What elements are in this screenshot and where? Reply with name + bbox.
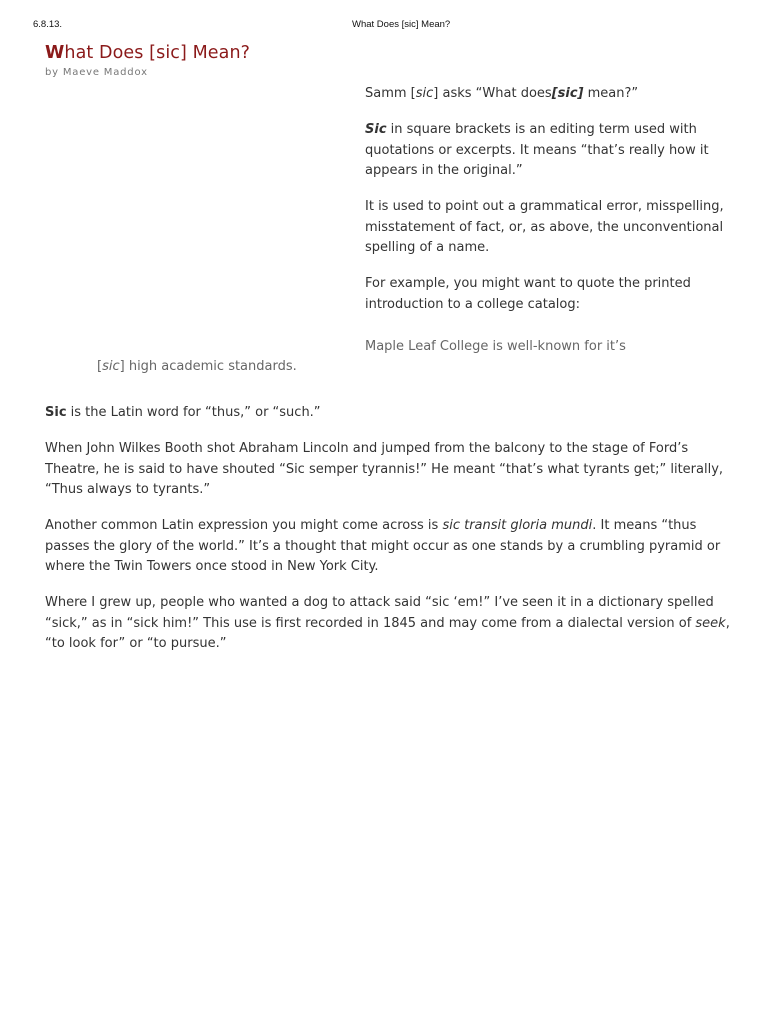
p7-text-a: Another common Latin expression you might come across is bbox=[45, 518, 443, 533]
intro-column bbox=[365, 84, 725, 331]
quote-bracket-open: [ bbox=[97, 359, 103, 374]
blockquote-line-2 bbox=[97, 357, 297, 378]
p5-text: is the Latin word for “thus,” or “such.” bbox=[66, 405, 321, 420]
byline: by Maeve Maddox bbox=[45, 67, 148, 78]
p1-sic-italic: sic bbox=[415, 86, 434, 101]
p8-seek-italic: seek bbox=[695, 615, 726, 631]
paragraph-usage: It is used to point out a grammatical error, misspelling, misstatement of fact, or, as above, the unconventional spelling of a name. bbox=[365, 199, 724, 255]
paragraph-sic-transit bbox=[45, 516, 730, 578]
p1-sic-bold: [sic] bbox=[551, 86, 584, 101]
quote-sic-italic: sic bbox=[102, 359, 120, 374]
print-date: 6.8.13. bbox=[33, 19, 63, 30]
paragraph-definition bbox=[365, 120, 725, 182]
p8-text-c: , “to look for” or “to pursue.” bbox=[45, 615, 730, 651]
paragraph-booth: When John Wilkes Booth shot Abraham Lincoln and jumped from the balcony to the stage of Ford’s Theatre, he is said to have shouted “Sic semper tyrannis!” He meant “that’s what tyrants get;” literally, “Thus always to tyrants.” bbox=[45, 441, 724, 497]
p1-text-c: ] asks “What does bbox=[433, 86, 552, 101]
p8-text-a: Where I grew up, people who wanted a dog to attack said “sic ‘em!” I’ve seen it in a dictionary spelled “sick,” as in “sick him!” This use is first recorded in 1845 and may come from a dialectal version of bbox=[45, 595, 714, 631]
paragraph-latin-meaning bbox=[45, 403, 730, 424]
p5-sic-bold: Sic bbox=[45, 405, 67, 420]
p1-text-a: Samm [ bbox=[365, 86, 416, 101]
paragraph-question bbox=[365, 84, 725, 105]
article-title bbox=[45, 43, 250, 63]
paragraph-sic-em bbox=[45, 593, 730, 655]
p2-sic-bold: Sic bbox=[365, 122, 387, 137]
paragraph-example-intro: For example, you might want to quote the printed introduction to a college catalog: bbox=[365, 276, 691, 312]
title-rest: hat Does [sic] Mean? bbox=[64, 43, 251, 63]
quote-text-end: ] high academic standards. bbox=[119, 359, 297, 374]
title-first-letter: W bbox=[45, 43, 65, 63]
p7-text-c: . It means “thus passes the glory of the world.” It’s a thought that might occur as one stands by a crumbling pyramid or where the Twin Towers once stood in New York City. bbox=[45, 518, 721, 574]
p7-phrase-italic: sic transit gloria mundi bbox=[442, 518, 593, 533]
p1-text-e: mean?” bbox=[583, 86, 639, 101]
print-header bbox=[33, 19, 735, 33]
p2-text: in square brackets is an editing term used with quotations or excerpts. It means “that’s really how it appears in the original.” bbox=[365, 122, 709, 178]
blockquote-line-1: Maple Leaf College is well-known for it’s bbox=[365, 339, 626, 354]
print-page-title: What Does [sic] Mean? bbox=[352, 19, 451, 30]
main-column bbox=[45, 403, 730, 670]
